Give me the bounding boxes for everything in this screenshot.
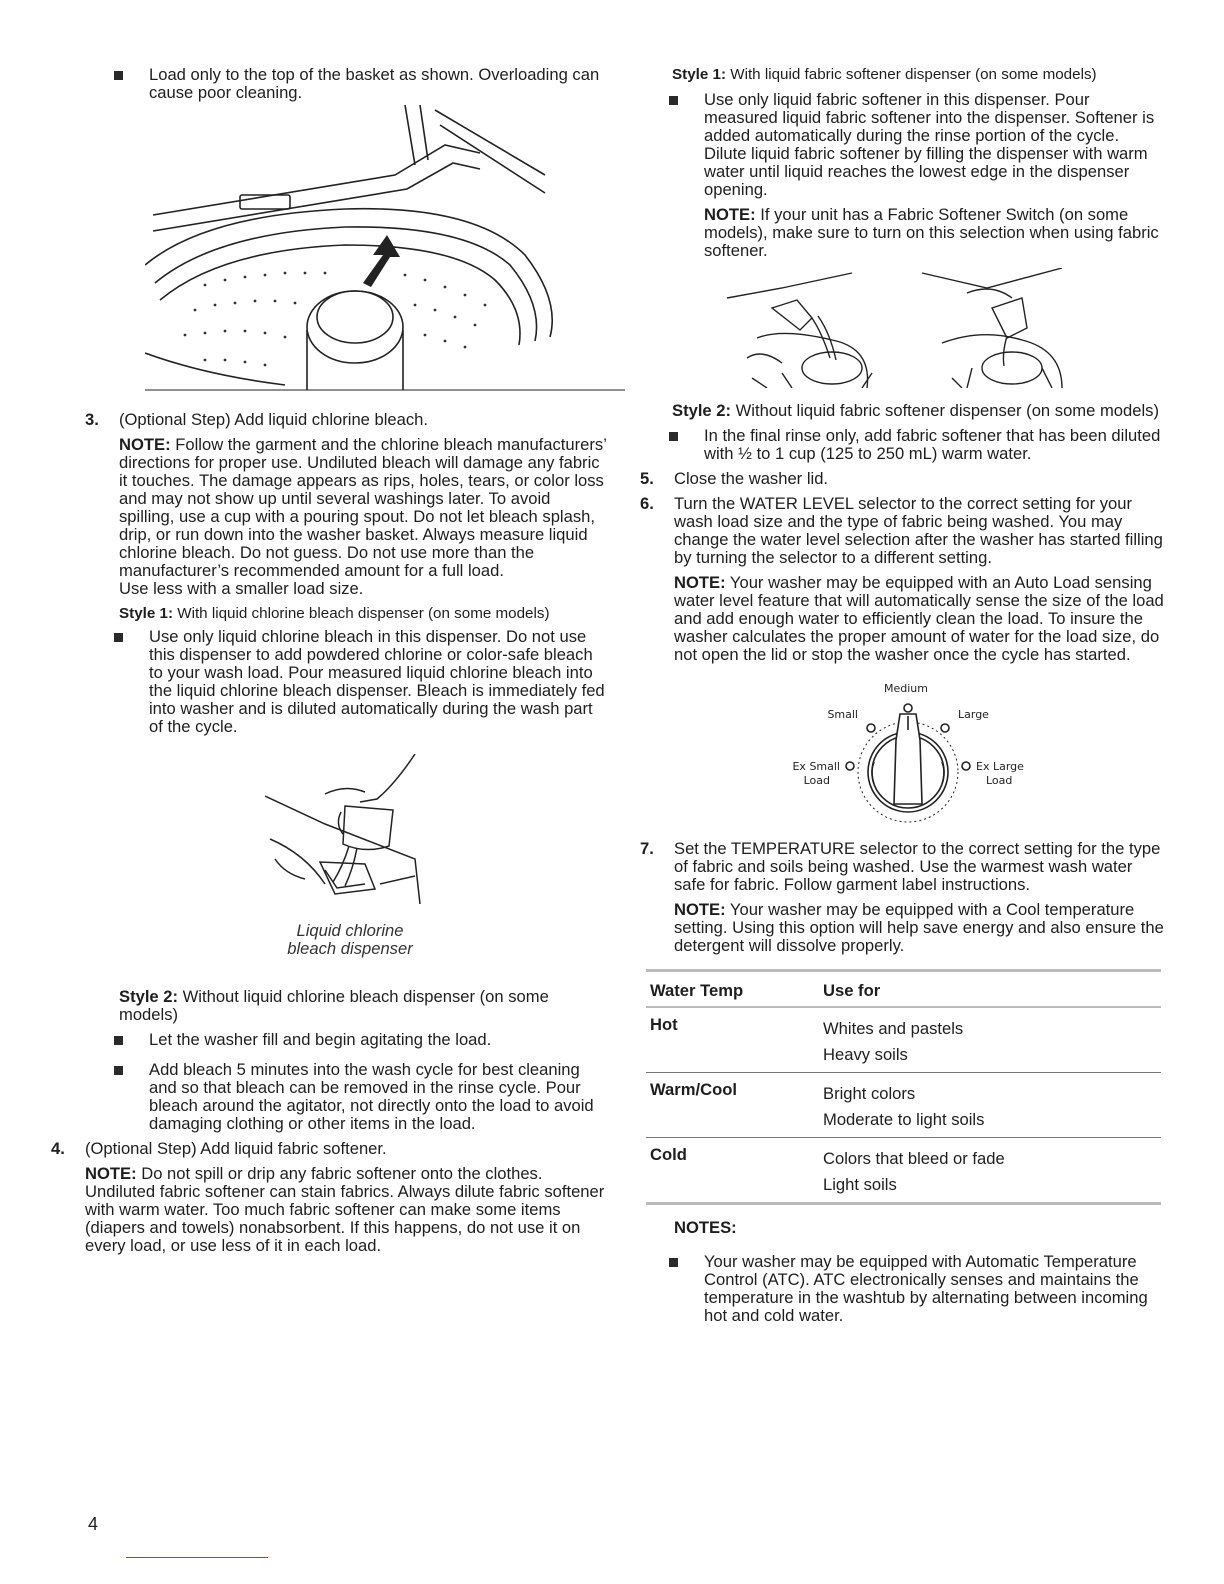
load-bullet: Load only to the top of the basket as shown. Overloading can cause poor cleaning. bbox=[85, 66, 610, 102]
softener-dispenser-bullet: Use only liquid fabric softener in this dispenser. Pour measured liquid fabric softener into the dispenser. Softener is added automatically during the rinse portion of the cycle. Dilute liquid fabric softener by filling the dispenser with warm water until liquid reaches the lowest edge in the dispenser opening. bbox=[640, 91, 1165, 199]
bleach-dispenser-caption: Liquid chlorine bleach dispenser bbox=[287, 921, 413, 958]
water-level-dial bbox=[770, 680, 1070, 830]
step-3: 3. (Optional Step) Add liquid chlorine bleach. NOTE: Follow the garment and the chlorine bleach manufacturers’ directions for proper use. Undiluted bleach will damage any fabric it touches. The damage appears as rips, holes, tears, or color loss and may not show up until several washings later. To avoid spilling, use a cup with a pouring spout. Do not let bleach splash, drip, or run down into the washer basket. Always measure liquid chlorine bleach. Do not guess. Do not use more than the manufacturer’s recommended amount for a full load. Use less with a smaller load size. Style 1: With liquid chlorine bleach dispenser (on some models) bbox=[85, 411, 610, 623]
bullet-square-icon bbox=[114, 633, 123, 642]
bleach-dispenser-bullet: Use only liquid chlorine bleach in this dispenser. Do not use this dispenser to add powdered chlorine or color-safe bleach to your wash load. Pour measured liquid chlorine bleach into the liquid chlorine bleach dispenser. Bleach is immediately fed into washer and is diluted automatically during the wash part of the cycle. bbox=[85, 628, 610, 736]
table-header-row bbox=[646, 971, 1161, 1008]
step-5: 5. Close the washer lid. bbox=[640, 469, 829, 488]
footer-rule bbox=[126, 1557, 268, 1558]
bullet-square-icon bbox=[669, 96, 678, 105]
dial-label-ex-small-load: Load bbox=[803, 774, 830, 787]
softener-style1: Style 1: With liquid fabric softener dispenser (on some models) bbox=[672, 66, 1097, 83]
dial-label-small: Small bbox=[827, 708, 858, 721]
softener-pour-illustration bbox=[722, 268, 1102, 388]
dial-label-medium: Medium bbox=[884, 682, 928, 695]
notes-heading: NOTES: bbox=[674, 1218, 737, 1237]
bullet-square-icon bbox=[669, 1258, 678, 1267]
step-3-text: (Optional Step) Add liquid chlorine bleach. bbox=[119, 410, 429, 429]
dial-label-large: Large bbox=[958, 708, 989, 721]
page-number: 4 bbox=[88, 1514, 99, 1534]
water-temp-table bbox=[646, 969, 1161, 1205]
agitate-bullet: Let the washer fill and begin agitating the load. bbox=[85, 1031, 610, 1049]
step-7: 7. Set the TEMPERATURE selector to the correct setting for the type of fabric and soils being washed. Use the warmest wash water safe for fabric. Follow garment label instructions. NOTE: Your washer may be equipped with a Cool temperature setting. Using this option will help save energy and also ensure the detergent will dissolve properly. bbox=[640, 839, 1164, 955]
step-6-note: NOTE: Your washer may be equipped with an Auto Load sensing water level feature that will automatically sense the size of the load and add enough water to efficiently clean the load. To insure the washer calculates the proper amount of water for the load size, do not open the lid or stop the washer once the cycle has started. bbox=[674, 573, 1164, 664]
step-7-note: NOTE: Your washer may be equipped with a Cool temperature setting. Using this option will help save energy and also ensure the detergent will dissolve properly. bbox=[674, 900, 1164, 955]
final-rinse-bullet: In the final rinse only, add fabric softener that has been diluted with ½ to 1 cup (125 to 250 mL) warm water. bbox=[640, 427, 1165, 463]
table-row: Cold Colors that bleed or fade Light soils bbox=[646, 1138, 1161, 1204]
step-4-text: (Optional Step) Add liquid fabric softener. bbox=[85, 1139, 387, 1158]
table-header: Water Temp bbox=[646, 971, 819, 1008]
atc-bullet: Your washer may be equipped with Automatic Temperature Control (ATC). ATC electronically senses and maintains the temperature in the washtub by alternating between incoming hot and cold water. bbox=[640, 1253, 1165, 1325]
step-6-text: Turn the WATER LEVEL selector to the correct setting for your wash load size and the type of fabric being washed. You may change the water level selection after the washer has started filling by turning the selector to a different setting. bbox=[674, 494, 1163, 567]
step-4: 4. (Optional Step) Add liquid fabric softener. NOTE: Do not spill or drip any fabric softener onto the clothes. Undiluted fabric softener can stain fabrics. Always dilute fabric softener with warm water. Too much fabric softener can make some items (diapers and towels) nonabsorbent. If this happens, do not use it on every load, or use less of it in each load. bbox=[51, 1140, 610, 1255]
table-header: Use for bbox=[819, 971, 1161, 1008]
dial-label-ex-large-load: Load bbox=[986, 774, 1013, 787]
add-bleach-bullet: Add bleach 5 minutes into the wash cycle for best cleaning and so that bleach can be removed in the rinse cycle. Pour bleach around the agitator, not directly onto the load to avoid damaging clothing or other items in the load. bbox=[85, 1061, 610, 1133]
bleach-dispenser-illustration bbox=[265, 754, 445, 924]
table-row: Warm/Cool Bright colors Moderate to light soils bbox=[646, 1073, 1161, 1138]
softener-style2: Style 2: Without liquid fabric softener dispenser (on some models) bbox=[672, 401, 1159, 420]
softener-switch-note: NOTE: If your unit has a Fabric Softener Switch (on some models), make sure to turn on this selection when using fabric softener. bbox=[704, 205, 1159, 260]
table-row: Hot Whites and pastels Heavy soils bbox=[646, 1007, 1161, 1073]
dial-label-ex-large: Ex Large bbox=[976, 760, 1024, 773]
step-3-note: NOTE: Follow the garment and the chlorine bleach manufacturers’ directions for proper use. Undiluted bleach will damage any fabric it touches. The damage appears as rips, holes, tears, or color loss and may not show up until several washings later. To avoid spilling, use a cup with a pouring spout. Do not let bleach splash, drip, or run down into the washer basket. Always measure liquid chlorine bleach. Do not guess. Do not use more than the manufacturer’s recommended amount for a full load. Use less with a smaller load size. bbox=[119, 435, 607, 598]
dial-label-ex-small: Ex Small bbox=[792, 760, 840, 773]
step-6: 6. Turn the WATER LEVEL selector to the correct setting for your wash load size and the type of fabric being washed. You may change the water level selection after the washer has started filling by turning the selector to a different setting. NOTE: Your washer may be equipped with an Auto Load sensing water level feature that will automatically sense the size of the load and add enough water to efficiently clean the load. To insure the washer calculates the proper amount of water for the load size, do not open the lid or stop the washer once the cycle has started. bbox=[640, 494, 1164, 664]
step-3-style2: Style 2: Without liquid chlorine bleach dispenser (on some models) bbox=[119, 987, 549, 1024]
bullet-square-icon bbox=[114, 1066, 123, 1075]
bullet-square-icon bbox=[114, 71, 123, 80]
bullet-square-icon bbox=[669, 432, 678, 441]
washer-basket-illustration bbox=[145, 105, 625, 405]
step-3-style1: Style 1: With liquid chlorine bleach dispenser (on some models) bbox=[119, 605, 550, 622]
step-7-text: Set the TEMPERATURE selector to the correct setting for the type of fabric and soils being washed. Use the warmest wash water safe for fabric. Follow garment label instructions. bbox=[674, 839, 1161, 894]
left-column bbox=[51, 65, 610, 1262]
right-column bbox=[640, 66, 1165, 1332]
step-4-note: NOTE: Do not spill or drip any fabric softener onto the clothes. Undiluted fabric softener can stain fabrics. Always dilute fabric softener with warm water. Too much fabric softener can make some items (diapers and towels) nonabsorbent. If this happens, do not use it on every load, or use less of it in each load. bbox=[85, 1164, 605, 1255]
bullet-square-icon bbox=[114, 1036, 123, 1045]
